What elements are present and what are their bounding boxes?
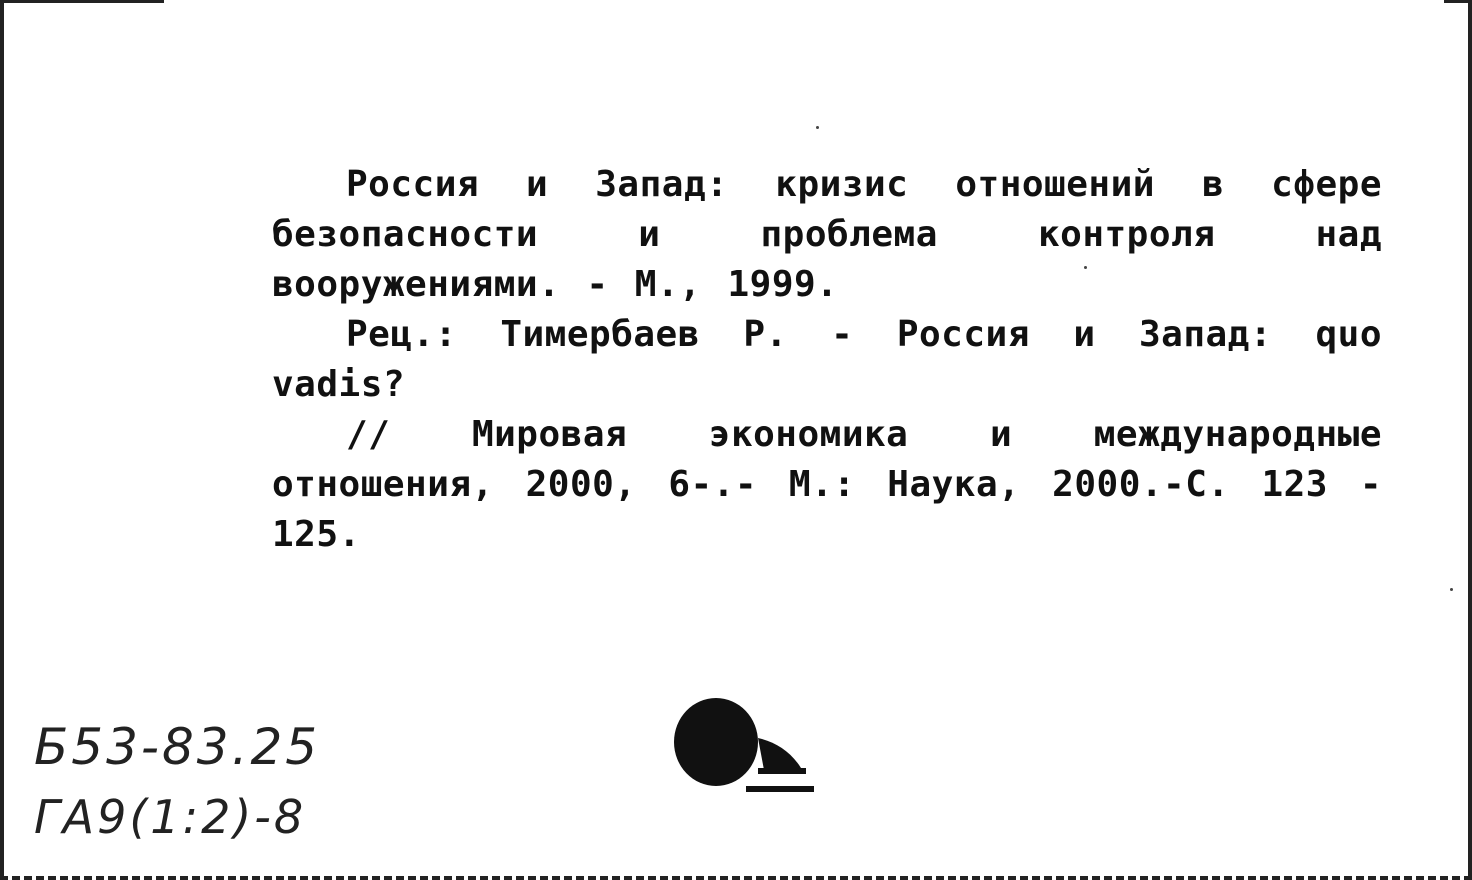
entry-review-paragraph: Рец.: Тимербаев Р. - Россия и Запад: quo vadis? <box>272 314 1382 405</box>
paper-speck <box>1084 266 1087 269</box>
handwritten-classification-mark: ГА9(1:2)-8 <box>34 790 307 844</box>
paper-speck <box>1450 588 1453 591</box>
paper-speck <box>816 126 819 129</box>
ink-blot-stamp-icon <box>666 690 826 810</box>
entry-source-paragraph: // Мировая экономика и международные отношения, 2000, 6-.- М.: Наука, 2000.-С. 123 - 125. <box>272 414 1382 555</box>
bibliographic-entry <box>272 160 1382 560</box>
handwritten-shelf-mark: Б53-83.25 <box>34 718 321 776</box>
entry-title-paragraph: Россия и Запад: кризис отношений в сфере безопасности и проблема контроля над вооружениями. - М., 1999. <box>272 164 1382 305</box>
card-top-edge <box>4 0 1472 4</box>
